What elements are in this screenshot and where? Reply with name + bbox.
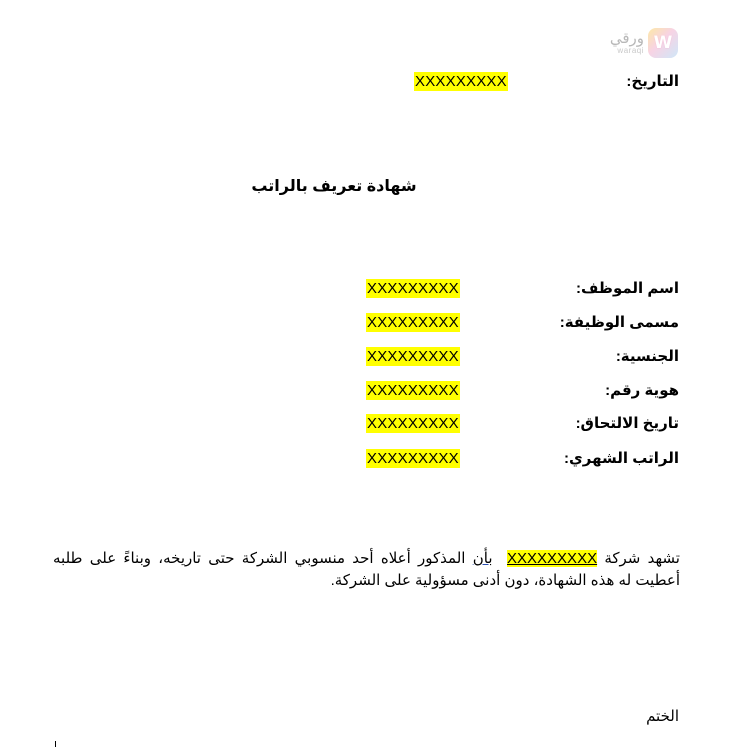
paragraph-word: بأن (472, 550, 493, 567)
job-title-value: XXXXXXXXX (367, 314, 459, 331)
logo-badge-letter: W (653, 33, 673, 53)
logo-latin: waraqi (617, 46, 644, 55)
logo-arabic: ورقي (609, 29, 644, 47)
id-number-label: هوية رقم: (605, 382, 679, 399)
job-title-label: مسمى الوظيفة: (559, 314, 679, 331)
nationality-label: الجنسية: (615, 348, 679, 365)
seal-label: الختم (646, 708, 679, 725)
date-value: XXXXXXXXX (415, 73, 507, 90)
date-label: التاريخ: (626, 73, 679, 90)
paragraph-rest: المذكور أعلاه أحد منسوبي الشركة حتى تاريخه، وبناءً على طلبه أعطيت له هذه الشهادة، دون أدنى مسؤولية على الشركة. (53, 550, 680, 589)
monthly-salary-value: XXXXXXXXX (367, 450, 459, 467)
text-cursor (55, 741, 56, 747)
paragraph-prefix: تشهد شركة (597, 550, 680, 567)
logo-text (610, 31, 644, 55)
logo-badge-icon (648, 28, 678, 58)
joining-date-value: XXXXXXXXX (367, 415, 459, 432)
id-number-value: XXXXXXXXX (367, 382, 459, 399)
document-title-text: شهادة تعريف بالراتب (251, 178, 417, 195)
joining-date-label: تاريخ الالتحاق: (575, 415, 679, 432)
monthly-salary-label: الراتب الشهري: (564, 450, 679, 467)
employee-name-label: اسم الموظف: (575, 280, 679, 297)
certificate-paragraph (53, 548, 680, 592)
nationality-value: XXXXXXXXX (367, 348, 459, 365)
document-title (0, 176, 730, 196)
waraqi-logo (610, 25, 678, 61)
company-name-placeholder: XXXXXXXXX (507, 550, 598, 567)
employee-name-value: XXXXXXXXX (367, 280, 459, 297)
